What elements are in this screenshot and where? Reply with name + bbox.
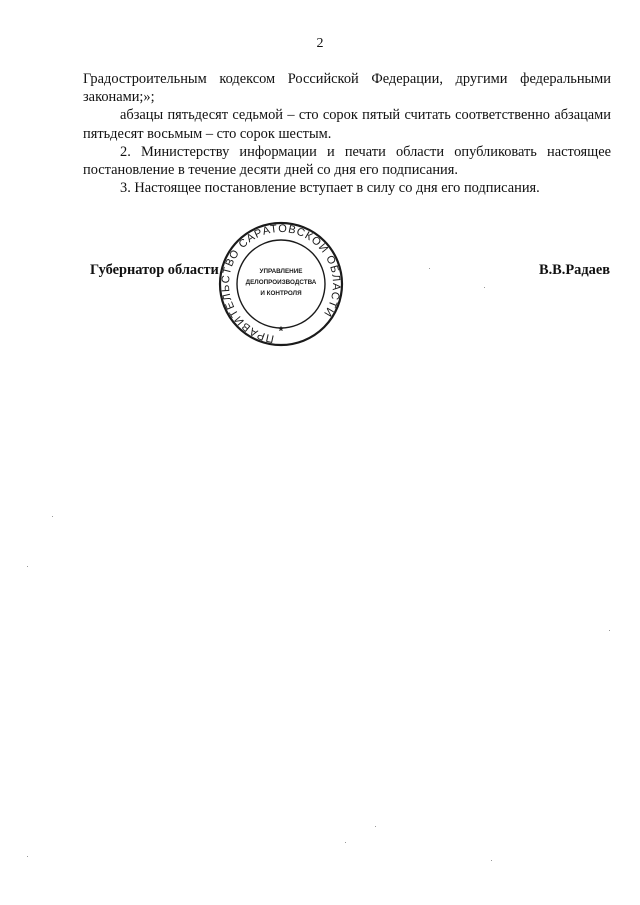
paragraph-2 — [83, 106, 611, 142]
paragraph-3-line-2: постановление в течение десяти дней со дня его подписания. — [83, 162, 458, 179]
seal-inner-line-3: И КОНТРОЛЯ — [260, 290, 302, 297]
scan-speck — [484, 287, 485, 288]
document-body — [83, 70, 611, 197]
signatory-name: В.В.Радаев — [538, 262, 610, 278]
paragraph-3-line-1: 2. Министерству информации и печати области опубликовать настоящее — [120, 143, 611, 160]
page-number: 2 — [316, 36, 324, 51]
scan-speck — [375, 826, 376, 827]
seal-outer-text: ПРАВИТЕЛЬСТВО САРАТОВСКОЙ ОБЛАСТИ — [219, 222, 343, 345]
paragraph-3 — [83, 143, 611, 179]
paragraph-4 — [83, 179, 611, 197]
seal-inner-line-1: УПРАВЛЕНИЕ — [259, 268, 303, 275]
paragraph-1-line-2: законами;»; — [83, 89, 155, 106]
scan-speck — [27, 566, 28, 567]
seal-graphic — [218, 221, 344, 347]
scan-speck — [491, 860, 492, 861]
paragraph-2-line-2: абзацами пятьдесят восьмым – сто сорок шестым. — [83, 107, 611, 142]
official-seal-stamp — [218, 221, 344, 347]
paragraph-1-line-1: Градостроительным кодексом Российской Федерации, другими федеральными — [83, 71, 611, 87]
scan-speck — [345, 842, 346, 843]
paragraph-2-line-1: абзацы пятьдесят седьмой – сто сорок пятый считать соответственно — [120, 107, 550, 124]
seal-inner-line-2: ДЕЛОПРОИЗВОДСТВА — [245, 279, 317, 286]
seal-star: * — [278, 324, 284, 338]
signatory-title: Губернатор области — [90, 262, 219, 278]
paragraph-4-line-1: 3. Настоящее постановление вступает в силу со дня его подписания. — [120, 180, 540, 197]
scan-speck — [429, 268, 430, 269]
scan-speck — [27, 856, 28, 857]
scan-speck — [609, 630, 610, 631]
paragraph-1 — [83, 70, 611, 106]
scan-speck — [52, 516, 53, 517]
